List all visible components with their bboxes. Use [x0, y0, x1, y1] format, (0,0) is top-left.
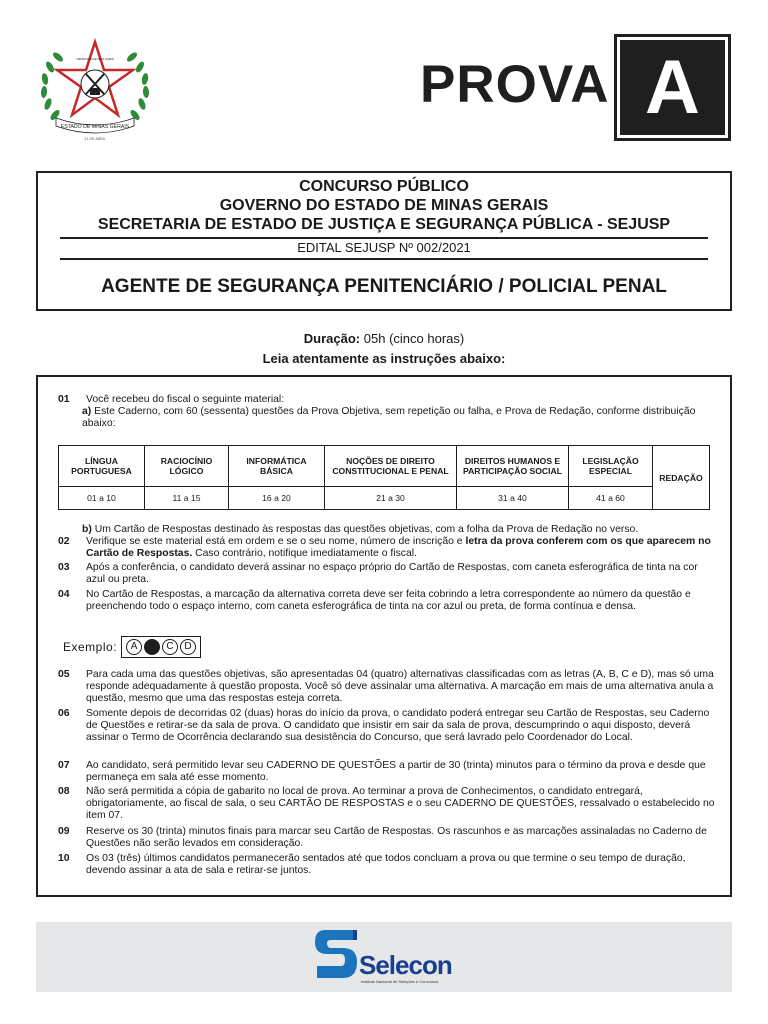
bubble-a: A [126, 639, 142, 655]
duration-value: 05h (cinco horas) [363, 331, 465, 346]
instruction-01a [82, 406, 722, 430]
header-rule-top [60, 237, 708, 239]
instruction-number: 08 [58, 786, 70, 797]
instruction-text: Os 03 (três) últimos candidatos permanecerão sentados até que todos concluam a prova ou que termine o seu tempo de duração, devendo assinar a ata de sala e retirar-se juntos. [86, 853, 686, 877]
instruction-text: Reserve os 30 (trinta) minutos finais para marcar seu Cartão de Respostas. Os rascunhos e as marcações assinaladas no Caderno de Questões não serão levados em consideração. [86, 826, 707, 850]
table-header: REDAÇÃO [653, 446, 710, 510]
sub-text: Este Caderno, com 60 (sessenta) questões da Prova Objetiva, sem repetição ou falha, e Prova de Redação, conforme distribuição abaixo: [82, 406, 696, 430]
instruction-number: 05 [58, 669, 70, 680]
table-cell: 31 a 40 [457, 487, 569, 510]
instruction-number: 06 [58, 708, 70, 719]
header-governo: GOVERNO DO ESTADO DE MINAS GERAIS [219, 197, 549, 214]
instruction-04 [58, 589, 718, 613]
instruction-01b [82, 524, 722, 536]
header-role: AGENTE DE SEGURANÇA PENITENCIÁRIO / POLICIAL PENAL [101, 276, 667, 297]
instruction-text [86, 536, 718, 560]
header-edital: EDITAL SEJUSP Nº 002/2021 [297, 240, 471, 255]
instructions-heading: Leia atentamente as instruções abaixo: [262, 351, 506, 366]
instruction-03 [58, 562, 718, 586]
instruction-text: No Cartão de Respostas, a marcação da alternativa correta deve ser feita cobrindo a letra correspondente ao número da questão e preenchendo todo o espaço interno, com caneta esferográfica de tinta na cor azul ou preta, de forma contínua e densa. [86, 589, 691, 613]
seal-date-text: 21 DE ABRIL [84, 137, 106, 141]
prova-letter: A [620, 40, 725, 135]
sub-letter: b) [82, 524, 92, 535]
prova-letter-box [614, 34, 731, 141]
instruction-number: 04 [58, 589, 70, 600]
table-header: DIREITOS HUMANOS E PARTICIPAÇÃO SOCIAL [457, 446, 569, 487]
selecon-logo [313, 924, 463, 990]
logo-wordmark: Selecon [359, 950, 452, 980]
table-header: NOÇÕES DE DIREITO CONSTITUCIONAL E PENAL [325, 446, 457, 487]
table-cell: 01 a 10 [59, 487, 145, 510]
instruction-text-bold: letra da prova conferem com os que aparecem no Cartão de Respostas. [86, 536, 711, 560]
header-rule-bottom [60, 258, 708, 260]
table-cell: 21 a 30 [325, 487, 457, 510]
table-header: LEGISLAÇÃO ESPECIAL [569, 446, 653, 487]
table-cell: 41 a 60 [569, 487, 653, 510]
table-cell: 16 a 20 [229, 487, 325, 510]
instruction-number: 01 [58, 394, 70, 405]
instruction-number: 03 [58, 562, 70, 573]
instruction-text: Somente depois de decorridas 02 (duas) horas do início da prova, o candidato poderá entregar seu Cartão de Respostas, seu Caderno de Questões e retirar-se da sala de prova. O candidato que insistir em sair da sala de prova, descumprindo o aqui disposto, deverá assinar o Termo de Ocorrência declarando sua desistência do Concurso, que será lavrado pelo Coordenador do Local. [86, 708, 710, 744]
footer-band [36, 922, 732, 992]
instruction-text-part: Caso contrário, notifique imediatamente o fiscal. [192, 548, 417, 560]
header-concurso: CONCURSO PÚBLICO [299, 178, 469, 195]
duration-label: Duração: [303, 331, 361, 346]
instruction-01 [58, 394, 718, 406]
sub-text: Um Cartão de Respostas destinado às respostas das questões objetivas, com a folha da Prova de Redação no verso. [94, 524, 639, 535]
instruction-number: 07 [58, 760, 70, 771]
instruction-text: Para cada uma das questões objetivas, são apresentadas 04 (quatro) alternativas classificadas com as letras (A, B, C e D), mas só uma responde adequadamente à questão proposta. Você só deve assinalar uma alternativa. A marcação em mais de uma alternativa anula a questão, mesmo que uma das respostas esteja correta. [86, 669, 714, 705]
instruction-text: Você recebeu do fiscal o seguinte material: [86, 394, 285, 405]
instruction-02 [58, 536, 718, 560]
example-label: Exemplo: [63, 640, 118, 654]
table-header: LÍNGUA PORTUGUESA [59, 446, 145, 487]
prova-title: PROVA [420, 55, 610, 114]
table-header: INFORMÁTICA BÁSICA [229, 446, 325, 487]
instruction-number: 09 [58, 826, 70, 837]
instruction-number: 10 [58, 853, 70, 864]
example-bubbles [121, 636, 201, 658]
answer-example [63, 636, 201, 658]
instruction-06 [58, 708, 718, 745]
instruction-number: 02 [58, 536, 70, 547]
seal-state-text: ESTADO DE MINAS GERAIS [60, 124, 130, 130]
selecon-s-icon [315, 930, 357, 978]
table-header: RACIOCÍNIO LÓGICO [145, 446, 229, 487]
instruction-text-part: Verifique se este material está em ordem e se o seu nome, número de inscrição e [86, 536, 466, 547]
seal-motto-text: LIBERTAS QUAE SERA TAMEN [76, 58, 114, 61]
bubble-d: D [180, 639, 196, 655]
instruction-text: Ao candidato, será permitido levar seu CADERNO DE QUESTÕES a partir de 30 (trinta) minutos para o término da prova e desde que permaneça em sala até esse momento. [86, 760, 706, 784]
bubble-c: C [162, 639, 178, 655]
question-distribution-table [58, 445, 710, 510]
instruction-07 [58, 760, 718, 784]
header-secretaria: SECRETARIA DE ESTADO DE JUSTIÇA E SEGURANÇA PÚBLICA - SEJUSP [97, 216, 671, 233]
instructions-box [36, 375, 732, 897]
exam-header [36, 171, 732, 311]
bubble-b-filled [144, 639, 160, 655]
logo-tagline: Instituto Nacional de Seleções e Concursos [361, 979, 439, 984]
instruction-08 [58, 786, 718, 823]
instruction-text: Não será permitida a cópia de gabarito no local de prova. Ao terminar a prova de Conhecimentos, o candidato entregará, obrigatoriamente, ao fiscal de sala, o seu CARTÃO DE RESPOSTAS e o seu CADERNO DE QUESTÕES, ressalvado o estabelecido no item 07. [86, 786, 715, 822]
instruction-text: Após a conferência, o candidato deverá assinar no espaço próprio do Cartão de Respostas, com caneta esferográfica de tinta na cor azul ou preta. [86, 562, 698, 586]
duration-line [0, 331, 768, 346]
table-cell: 11 a 15 [145, 487, 229, 510]
instruction-05 [58, 669, 718, 706]
instruction-10 [58, 853, 718, 877]
sub-letter: a) [82, 406, 92, 417]
minas-gerais-seal [34, 34, 156, 146]
instruction-09 [58, 826, 718, 850]
